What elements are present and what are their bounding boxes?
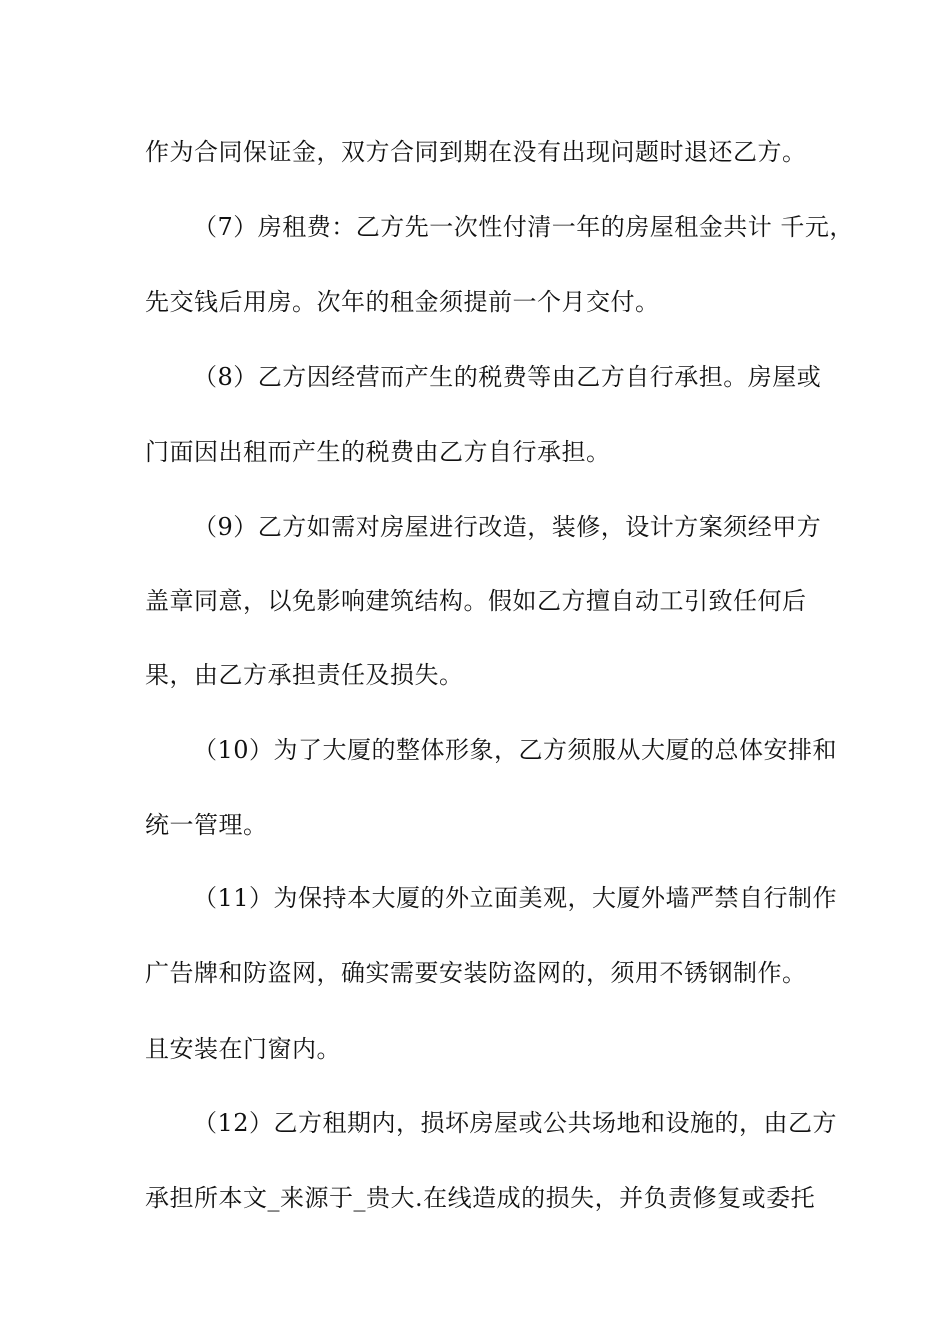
paragraph-line: 广告牌和防盗网，确实需要安装防盗网的，须用不锈钢制作。 — [145, 959, 807, 987]
clause-11-line: （11）为保持本大厦的外立面美观，大厦外墙严禁自行制作 — [193, 884, 838, 912]
paragraph-line: 门面因出租而产生的税费由乙方自行承担。 — [145, 438, 611, 466]
paragraph-line: 果，由乙方承担责任及损失。 — [145, 661, 464, 689]
clause-7-line: （7）房租费：乙方先一次性付清一年的房屋租金共计 千元， — [193, 213, 854, 241]
paragraph-line: 承担所本文_来源于_贵大.在线造成的损失，并负责修复或委托 — [145, 1184, 816, 1212]
clause-10-line: （10）为了大厦的整体形象，乙方须服从大厦的总体安排和 — [193, 736, 838, 764]
paragraph-line: 且安装在门窗内。 — [145, 1035, 341, 1063]
paragraph-line: 统一管理。 — [145, 811, 268, 839]
paragraph-line: 作为合同保证金，双方合同到期在没有出现问题时退还乙方。 — [145, 138, 807, 166]
paragraph-line: 先交钱后用房。次年的租金须提前一个月交付。 — [145, 288, 660, 316]
clause-9-line: （9）乙方如需对房屋进行改造，装修，设计方案须经甲方 — [193, 513, 822, 541]
clause-8-line: （8）乙方因经营而产生的税费等由乙方自行承担。房屋或 — [193, 363, 822, 391]
clause-12-line: （12）乙方租期内，损坏房屋或公共场地和设施的，由乙方 — [193, 1109, 838, 1137]
paragraph-line: 盖章同意，以免影响建筑结构。假如乙方擅自动工引致任何后 — [145, 587, 807, 615]
